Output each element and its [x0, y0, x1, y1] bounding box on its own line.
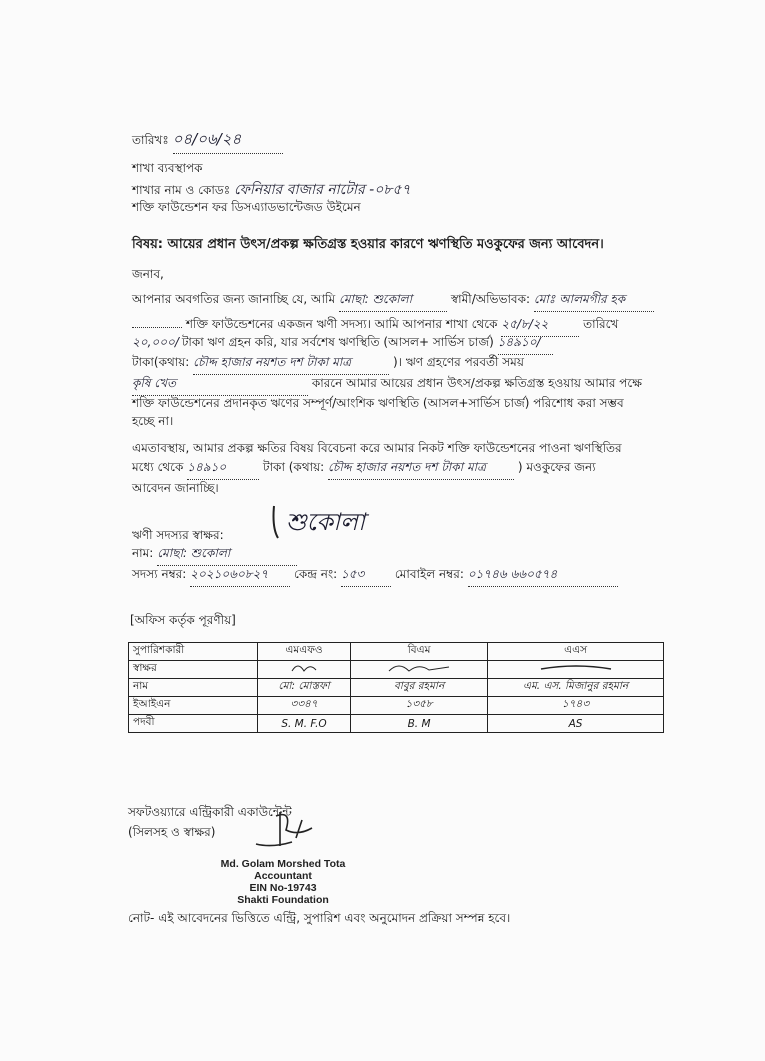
office-cell: বাবুর রহমান — [351, 679, 488, 697]
para2-text-b: মধ্যে থেকে — [132, 460, 184, 474]
office-cell: B. M — [351, 715, 488, 733]
accountant-line2: (সিলসহ ও স্বাক্ষর) — [128, 825, 216, 839]
para1-text-e: টাকা ঋণ গ্রহন করি, যার সর্বশেষ ঋণস্থিতি (আসল+ সার্ভিস চার্জ) — [181, 335, 494, 349]
member-signature-text: শুকোলা — [286, 508, 365, 536]
signature-mark-icon — [379, 661, 459, 675]
para1-text-b: স্বামী/অভিভাবক: — [450, 292, 531, 306]
accountant-signature-icon — [252, 808, 322, 854]
office-col-header: এমএফও — [258, 643, 351, 661]
accountant-line1: সফটওয়্যারে এন্ট্রিকারী একাউন্টেন্ট — [128, 805, 292, 819]
reason-handwritten: কৃষি খেত — [132, 375, 308, 396]
office-col-header: বিএম — [351, 643, 488, 661]
member-name-handwritten: মোছা: শুকোলা — [339, 291, 447, 312]
para2-text-c: টাকা (কথায়: — [263, 460, 325, 474]
para1-line1 — [132, 291, 654, 312]
office-row-label: স্বাক্ষর — [129, 661, 258, 679]
office-cell: এম. এস. মিজানুর রহমান — [488, 679, 664, 697]
para1-text-d: তারিখে — [583, 317, 619, 331]
office-cell: ৩৩৪৭ — [258, 697, 351, 715]
member-name-label: নাম: — [132, 546, 154, 560]
loan-date-handwritten: ২৫/৮/২২ — [501, 316, 579, 337]
para2-line1: এমতাবস্থায়, আমার প্রকল্প ক্ষতির বিষয় বিবেচনা করে আমার নিকট শক্তি ফাউন্ডেশনের পাওনা ঋণস্থিতির — [132, 441, 622, 455]
para1-line3 — [132, 334, 553, 355]
seal-title: Accountant — [254, 870, 312, 882]
office-cell: AS — [488, 715, 664, 733]
para1-line6: শক্তি ফাউন্ডেশনের প্রদানকৃত ঋণের সম্পূর্ণ/আংশিক ঋণস্থিতি (আসল+সার্ভিস চার্জ) পরিশোধ করা সম্ভব — [132, 396, 624, 410]
office-row-name — [129, 679, 664, 697]
seal-ein: EIN No-19743 — [249, 882, 317, 894]
date-row — [132, 128, 283, 154]
office-cell: ১৩৫৮ — [351, 697, 488, 715]
footer-note: নোট- এই আবেদনের ভিত্তিতে এন্ট্রি, সুপারিশ এবং অনুমোদন প্রক্রিয়া সম্পন্ন হবে। — [128, 911, 511, 925]
seal-name: Md. Golam Morshed Tota — [220, 858, 346, 870]
member-number-row — [132, 566, 618, 587]
branch-label: শাখার নাম ও কোডঃ — [132, 183, 231, 197]
para1-text-a: আপনার অবগতির জন্য জানাচ্ছি যে, আমি — [132, 292, 336, 306]
member-signature-label: ঋণী সদস্যর স্বাক্ষর: — [132, 528, 224, 542]
office-row-designation — [129, 715, 664, 733]
loan-amount-handwritten: ২০,০০০/ — [132, 335, 179, 349]
para1-line5 — [132, 375, 642, 396]
member-number-label: সদস্য নম্বর: — [132, 567, 187, 581]
para1-line4 — [132, 354, 524, 375]
para1-text-h: কারনে আমার আয়ের প্রধান উৎস/প্রকল্প ক্ষতিগ্রস্ত হওয়ায় আমার পক্ষে — [311, 376, 642, 390]
office-row-label: পদবী — [129, 715, 258, 733]
para1-line7: হচ্ছে না। — [132, 414, 174, 428]
member-name-value: মোছা: শুকোলা — [157, 545, 297, 566]
subject-line: বিষয়: আয়ের প্রধান উৎস/প্রকল্প ক্ষতিগ্রস্ত হওয়ার কারণে ঋণস্থিতি মওকুফের জন্য আবেদন। — [132, 237, 604, 252]
member-number-value: ২০২১০৬০৮২৭ — [190, 566, 290, 587]
para1-text-c: শক্তি ফাউন্ডেশনের একজন ঋণী সদস্য। আমি আপনার শাখা থেকে — [185, 317, 498, 331]
para2-line3: আবেদন জানাচ্ছি। — [132, 481, 219, 495]
balance-handwritten: ১৪৯১০/ — [498, 334, 553, 355]
center-value: ১৫৩ — [341, 566, 391, 587]
office-table — [128, 642, 664, 733]
member-signature — [268, 498, 418, 542]
office-signature-cell — [488, 661, 664, 679]
addressee-line1: শাখা ব্যবস্থাপক — [132, 161, 203, 175]
office-cell: S. M. F.O — [258, 715, 351, 733]
signature-mark-icon — [284, 661, 324, 675]
office-cell: মো: মোস্তফা — [258, 679, 351, 697]
salutation: জনাব, — [132, 267, 164, 281]
addressee-org: শক্তি ফাউন্ডেশন ফর ডিসএ্যাডভান্টেজড উইমেন — [132, 200, 361, 214]
para1-text-f: টাকা(কথায়: — [132, 355, 190, 369]
office-row-label: নাম — [129, 679, 258, 697]
office-row-label: ইআইএন — [129, 697, 258, 715]
accountant-seal — [208, 858, 358, 906]
para2-text-d: ) মওকুফের জন্য — [517, 460, 596, 474]
center-label: কেন্দ্র নং: — [294, 567, 338, 581]
mobile-label: মোবাইল নম্বর: — [394, 567, 464, 581]
office-row-signature — [129, 661, 664, 679]
mobile-value: ০১৭৪৬ ৬৬০৫৭৪ — [468, 566, 618, 587]
para2-line2 — [132, 459, 596, 480]
date-label: তারিখঃ — [132, 133, 169, 147]
signature-mark-icon — [531, 661, 621, 675]
office-heading: [অফিস কর্তৃক পূরণীয়] — [130, 613, 236, 627]
office-row-ein — [129, 697, 664, 715]
seal-org: Shakti Foundation — [237, 894, 329, 906]
balance-words-handwritten: চৌদ্দ হাজার নয়শত দশ টাকা মাত্র — [193, 354, 389, 375]
office-signature-cell — [258, 661, 351, 679]
branch-value: ফেনিয়ার বাজার নাটোর -০৮৫৭ — [233, 182, 411, 198]
waiver-amount-handwritten: ১৪৯১০ — [187, 459, 259, 480]
guardian-handwritten: মোঃ আলমগীর হক — [534, 291, 654, 312]
office-col-header: সুপারিশকারী — [129, 643, 258, 661]
office-signature-cell — [351, 661, 488, 679]
office-cell: ১৭৪৩ — [488, 697, 664, 715]
office-col-header: এএস — [488, 643, 664, 661]
waiver-words-handwritten: চৌদ্দ হাজার নয়শত দশ টাকা মাত্র — [328, 459, 514, 480]
date-value: ০৪/০৬/২৪ — [173, 128, 283, 154]
office-header-row — [129, 643, 664, 661]
member-name-row — [132, 545, 297, 566]
para1-text-g: )। ঋণ গ্রহণের পরবর্তী সময় — [393, 355, 524, 369]
